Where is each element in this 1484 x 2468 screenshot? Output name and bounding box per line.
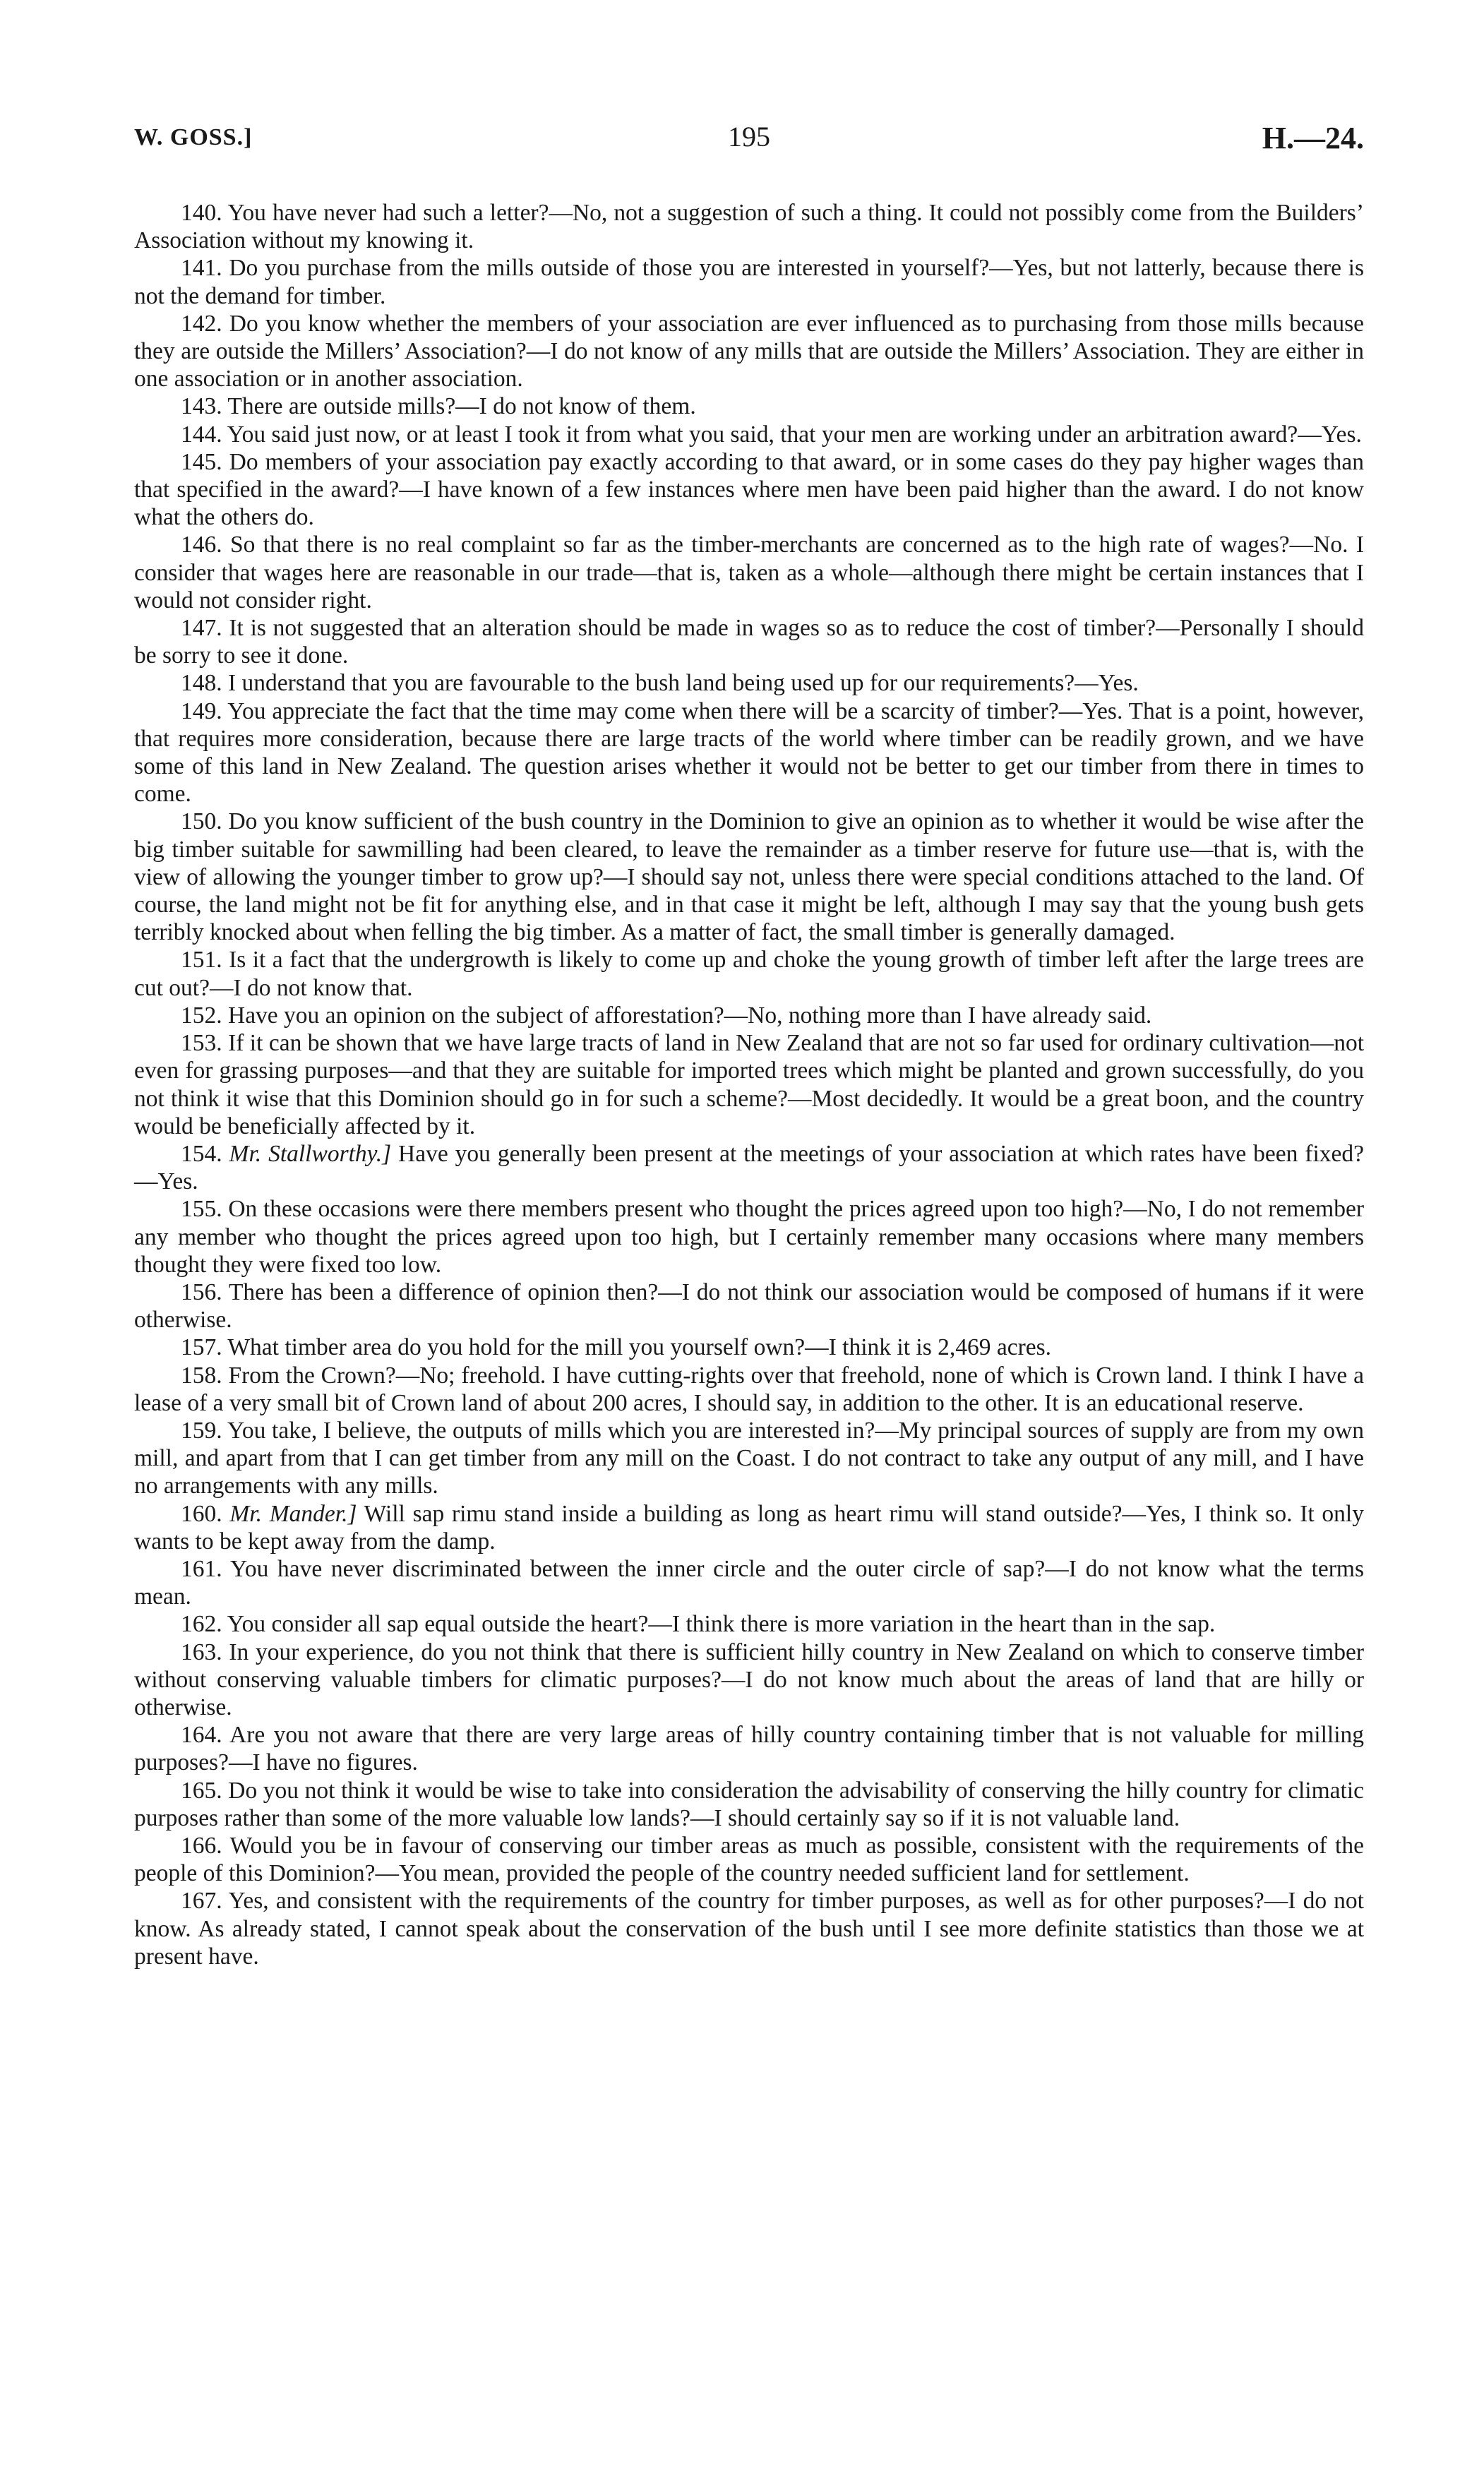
evidence-paragraph — [134, 1195, 1364, 1278]
evidence-paragraph — [134, 1639, 1364, 1722]
question-answer-text: There has been a difference of opinion then?—I do not think our association would be composed of humans if it were otherwise. — [134, 1278, 1364, 1334]
question-number: 166. — [181, 1832, 222, 1859]
evidence-paragraph — [134, 421, 1364, 448]
question-answer-text: Would you be in favour of conserving our timber areas as much as possible, consistent with the requirements of the people of this Dominion?—You mean, provided the people of the country needed sufficient land for settlement. — [134, 1832, 1364, 1887]
question-number: 154. — [181, 1140, 222, 1167]
question-number: 152. — [181, 1002, 222, 1029]
question-number: 157. — [181, 1334, 222, 1361]
page-number: 195 — [728, 121, 770, 152]
question-number: 145. — [181, 448, 222, 475]
evidence-paragraph — [134, 1555, 1364, 1610]
question-number: 160. — [181, 1500, 222, 1527]
evidence-paragraph — [134, 697, 1364, 808]
question-answer-text: Are you not aware that there are very large areas of hilly country containing timber that is not valuable for milling purposes?—I have no figures. — [134, 1722, 1365, 1776]
evidence-paragraph — [134, 1887, 1364, 1970]
evidence-paragraph — [134, 448, 1364, 532]
question-answer-text: Will sap rimu stand inside a building as long as heart rimu will stand outside?—Yes, I think so. It only wants to be kept away from the damp. — [134, 1500, 1364, 1555]
question-number: 164. — [181, 1722, 222, 1749]
question-answer-text: You said just now, or at least I took it from what you said, that your men are working under an arbitration award?—Yes. — [227, 421, 1362, 448]
evidence-paragraph — [134, 1721, 1364, 1776]
evidence-paragraph — [134, 531, 1364, 614]
question-number: 143. — [181, 393, 222, 420]
evidence-paragraph — [134, 946, 1364, 1001]
question-number: 162. — [181, 1611, 222, 1638]
question-answer-text: Have you generally been present at the meetings of your association at which rates have been fixed?—Yes. — [134, 1140, 1364, 1195]
question-number: 147. — [181, 615, 222, 642]
evidence-paragraph — [134, 1832, 1364, 1887]
question-answer-text: Do you know whether the members of your association are ever influenced as to purchasing from those mills because they are outside the Millers’ Association?—I do not know of any mills that are outside the Millers’ Association. They are either in one association or in another association. — [134, 310, 1365, 393]
evidence-paragraph — [134, 808, 1364, 946]
question-answer-text: In your experience, do you not think that there is sufficient hilly country in New Zealand on which to conserve timber without conserving valuable timbers for climatic purposes?—I do not know much about the areas of land that are hilly or otherwise. — [134, 1639, 1365, 1720]
evidence-paragraph — [134, 1278, 1364, 1334]
evidence-paragraph — [134, 1029, 1364, 1140]
question-number: 158. — [181, 1362, 222, 1389]
evidence-text — [134, 199, 1364, 1970]
question-answer-text: You have never discriminated between the inner circle and the outer circle of sap?—I do not know what the terms mean. — [134, 1555, 1364, 1610]
question-number: 146. — [181, 532, 222, 558]
question-answer-text: From the Crown?—No; freehold. I have cutting-rights over that freehold, none of which is Crown land. I think I have a lease of a very small bit of Crown land of about 200 acres, I should say, in addition to the other. It is an educational reserve. — [134, 1362, 1365, 1416]
question-number: 167. — [181, 1888, 222, 1915]
question-number: 163. — [181, 1639, 222, 1665]
question-answer-text: Have you an opinion on the subject of afforestation?—No, nothing more than I have already said. — [228, 1002, 1152, 1029]
speaker-name: Mr. Stallworthy.] — [229, 1140, 392, 1167]
evidence-paragraph — [134, 1610, 1364, 1638]
question-number: 153. — [181, 1030, 222, 1057]
question-number: 151. — [181, 947, 222, 974]
question-answer-text: Yes, and consistent with the requirements of the country for timber purposes, as well as for other purposes?—I do not know. As already stated, I cannot speak about the conservation of the bush until I see more definite statistics than those we at present have. — [134, 1888, 1364, 1970]
evidence-paragraph — [134, 1500, 1364, 1555]
question-answer-text: You appreciate the fact that the time may come when there will be a scarcity of timber?—Yes. That is a point, however, that requires more consideration, because there are large tracts of the world where timber can be readily grown, and we have some of this land in New Zealand. The question arises whether it would not be better to get our timber from there in times to come. — [134, 697, 1364, 808]
evidence-paragraph — [134, 669, 1364, 697]
question-number: 140. — [181, 200, 222, 226]
question-number: 148. — [181, 670, 222, 697]
question-number: 155. — [181, 1196, 222, 1223]
evidence-paragraph — [134, 1334, 1364, 1361]
evidence-paragraph — [134, 393, 1364, 420]
question-number: 149. — [181, 697, 222, 724]
witness-name: W. GOSS.] — [134, 124, 253, 150]
question-answer-text: If it can be shown that we have large tracts of land in New Zealand that are not so far used for ordinary cultivation—not even for grassing purposes—and that they are suitable for imported trees which might be planted and grown successfully, do you not think it wise that this Dominion should go in for such a scheme?—Most decidedly. It would be a great boon, and the country would be beneficially affected by it. — [134, 1030, 1365, 1139]
evidence-paragraph — [134, 1777, 1364, 1832]
evidence-paragraph — [134, 254, 1364, 309]
evidence-paragraph — [134, 310, 1364, 393]
question-number: 165. — [181, 1777, 222, 1804]
question-answer-text: So that there is no real complaint so far as the timber-merchants are concerned as to the high rate of wages?—No. I consider that wages here are reasonable in our trade—that is, taken as a whole—although there might be certain instances that I would not consider right. — [134, 532, 1364, 613]
question-number: 144. — [181, 421, 222, 448]
question-number: 161. — [181, 1555, 222, 1582]
question-answer-text: Do you not think it would be wise to take into consideration the advisability of conserving the hilly country for climatic purposes rather than some of the more valuable low lands?—I should certainly say so if it is not valuable land. — [134, 1777, 1365, 1831]
question-answer-text: You consider all sap equal outside the heart?—I think there is more variation in the heart than in the sap. — [227, 1611, 1216, 1638]
question-number: 142. — [181, 310, 222, 337]
evidence-paragraph — [134, 199, 1364, 254]
question-answer-text: Is it a fact that the undergrowth is likely to come up and choke the young growth of timber left after the large trees are cut out?—I do not know that. — [134, 947, 1364, 1001]
question-answer-text: On these occasions were there members present who thought the prices agreed upon too high?—No, I do not remember any member who thought the prices agreed upon too high, but I certainly remember many occasions where many members thought they were fixed too low. — [134, 1196, 1364, 1278]
speaker-name: Mr. Mander.] — [229, 1500, 357, 1527]
evidence-paragraph — [134, 1140, 1364, 1195]
question-answer-text: Do you purchase from the mills outside of those you are interested in yourself?—Yes, but not latterly, because there is not the demand for timber. — [134, 255, 1365, 309]
evidence-paragraph — [134, 614, 1364, 669]
question-answer-text: I understand that you are favourable to the bush land being used up for our requirements?—Yes. — [228, 670, 1139, 697]
question-answer-text: You take, I believe, the outputs of mills which you are interested in?—My principal sources of supply are from my own mill, and apart from that I can get timber from any mill on the Coast. I do not contract to take any output of any mill, and I have no arrangements with any mills. — [134, 1417, 1364, 1499]
question-answer-text: Do you know sufficient of the bush country in the Dominion to give an opinion as to whether it would be wise after the big timber suitable for sawmilling had been cleared, to leave the remainder as a timber reserve for future use—that is, with the view of allowing the younger timber to grow up?—I should say not, unless there were special conditions attached to the land. Of course, the land might not be fit for anything else, and in that case it might be left, although I may say that the young bush gets terribly knocked about when felling the big timber. As a matter of fact, the small timber is generally damaged. — [134, 808, 1364, 946]
evidence-paragraph — [134, 1417, 1364, 1500]
question-answer-text: You have never had such a letter?—No, not a suggestion of such a thing. It could not possibly come from the Builders’ Association without my knowing it. — [134, 200, 1364, 254]
evidence-paragraph — [134, 1002, 1364, 1029]
question-number: 159. — [181, 1417, 222, 1444]
running-header — [134, 120, 1364, 162]
question-answer-text: There are outside mills?—I do not know of them. — [227, 393, 696, 420]
question-number: 156. — [181, 1278, 222, 1305]
question-number: 141. — [181, 255, 222, 282]
question-number: 150. — [181, 808, 222, 835]
question-answer-text: What timber area do you hold for the mill you yourself own?—I think it is 2,469 acres. — [227, 1334, 1052, 1361]
evidence-paragraph — [134, 1362, 1364, 1417]
question-answer-text: It is not suggested that an alteration should be made in wages so as to reduce the cost of timber?—Personally I should be sorry to see it done. — [134, 615, 1364, 669]
question-answer-text: Do members of your association pay exactly according to that award, or in some cases do they pay higher wages than that specified in the award?—I have known of a few instances where men have been paid higher than the award. I do not know what the others do. — [134, 448, 1364, 531]
document-reference: H.—24. — [1262, 121, 1364, 155]
